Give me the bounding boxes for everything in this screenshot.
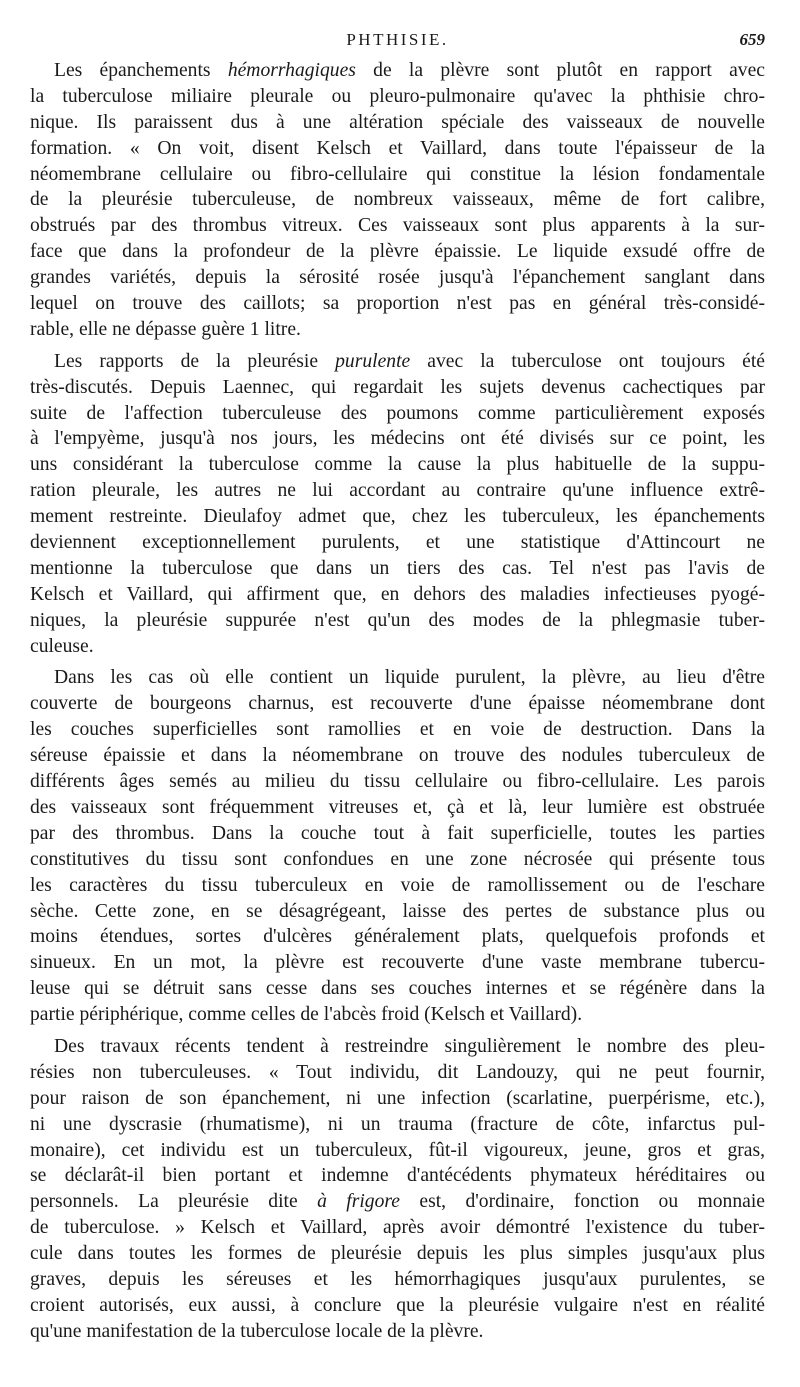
text-line	[30, 213, 765, 239]
italic-term: hémorrhagiques	[227, 60, 356, 81]
text-run: graves, depuis les séreuses et les hémorrhagiques jusqu'aux purulentes, se	[30, 1268, 765, 1290]
text-run: par des thrombus. Dans la couche tout à fait superficielle, toutes les parties	[30, 822, 765, 844]
text-line	[30, 136, 765, 162]
running-title: PHTHISIE.	[346, 30, 449, 49]
paragraph	[30, 58, 765, 343]
text-run: uns considérant la tuberculose comme la cause la plus habituelle de la suppu-	[30, 454, 765, 476]
text-line	[30, 1267, 765, 1293]
text-run: lequel on trouve des caillots; sa proportion n'est pas en général très-considé-	[30, 293, 765, 315]
text-run: sèche. Cette zone, en se désagrégeant, laisse des pertes de substance plus ou	[30, 900, 765, 922]
text-line	[30, 1002, 765, 1028]
text-line	[30, 634, 765, 660]
paragraph	[30, 349, 765, 660]
text-line	[30, 317, 765, 343]
text-line	[30, 1319, 765, 1345]
text-line	[30, 1034, 765, 1060]
text-line	[30, 717, 765, 743]
text-run: niques, la pleurésie suppurée n'est qu'un des modes de la phlegmasie tuber-	[30, 609, 765, 631]
text-line	[30, 452, 765, 478]
text-run: grandes variétés, depuis la sérosité rosée jusqu'à l'épanchement sanglant dans	[30, 267, 765, 289]
text-run: croient autorisés, eux aussi, à conclure que la pleurésie vulgaire n'est en réalité	[30, 1294, 765, 1316]
text-run: partie périphérique, comme celles de l'abcès froid (Kelsch et Vaillard).	[30, 1004, 583, 1026]
text-run: résies non tuberculeuses. « Tout individu, dit Landouzy, qui ne peut fournir,	[30, 1061, 765, 1083]
text-run: différents âges semés au milieu du tissu cellulaire ou fibro-cellulaire. Les parois	[30, 771, 765, 793]
text-run: Les rapports de la pleurésie	[54, 350, 336, 372]
text-run: Kelsch et Vaillard, qui affirment que, en dehors des maladies infectieuses pyogé-	[30, 583, 765, 605]
page-header	[30, 22, 765, 58]
text-line	[30, 924, 765, 950]
page-number: 659	[739, 30, 765, 49]
text-line	[30, 504, 765, 530]
text-line	[30, 795, 765, 821]
text-line	[30, 1138, 765, 1164]
text-run: très-discutés. Depuis Laennec, qui regardait les sujets devenus cachectiques par	[30, 376, 765, 398]
text-line	[30, 375, 765, 401]
text-run: personnels. La pleurésie dite	[30, 1191, 318, 1213]
text-line	[30, 478, 765, 504]
text-line	[30, 1086, 765, 1112]
text-run: les couches superficielles sont ramollies et en voie de destruction. Dans la	[30, 719, 765, 741]
book-page	[30, 22, 765, 1351]
text-line	[30, 769, 765, 795]
text-run: ration pleurale, les autres ne lui accordant au contraire qu'une influence extrê-	[30, 480, 765, 502]
text-run: pour raison de son épanchement, ni une infection (scarlatine, puerpérisme, etc.),	[30, 1087, 765, 1109]
text-run: mement restreinte. Dieulafoy admet que, chez les tuberculeux, les épanchements	[30, 506, 765, 528]
paragraph	[30, 1034, 765, 1345]
text-run: Des travaux récents tendent à restreindre singulièrement le nombre des pleu-	[54, 1035, 765, 1057]
text-line	[30, 1163, 765, 1189]
text-line	[30, 84, 765, 110]
text-run: couverte de bourgeons charnus, est recouverte d'une épaisse néomembrane dont	[30, 693, 765, 715]
text-line	[30, 821, 765, 847]
text-line	[30, 291, 765, 317]
italic-term: à frigore	[317, 1191, 400, 1213]
text-run: constitutives du tissu sont confondues en une zone nécrosée qui présente tous	[30, 848, 765, 870]
text-run: sinueux. En un mot, la plèvre est recouverte d'une vaste membrane tubercu-	[30, 952, 765, 974]
text-line	[30, 349, 765, 375]
text-run: la tuberculose miliaire pleurale ou pleuro-pulmonaire qu'avec la phthisie chro-	[30, 85, 765, 107]
text-run: de tuberculose. » Kelsch et Vaillard, après avoir démontré l'existence du tuber-	[30, 1217, 765, 1239]
text-run: les caractères du tissu tuberculeux en voie de ramollissement ou de l'eschare	[30, 874, 765, 896]
text-run: se déclarât-il bien portant et indemne d'antécédents phymateux héréditaires ou	[30, 1165, 765, 1187]
text-run: rable, elle ne dépasse guère 1 litre.	[30, 318, 301, 340]
text-run: cule dans toutes les formes de pleurésie depuis les plus simples jusqu'aux plus	[30, 1243, 765, 1265]
text-line	[30, 110, 765, 136]
text-run: est, d'ordinaire, fonction ou monnaie	[400, 1191, 765, 1213]
text-line	[30, 401, 765, 427]
text-line	[30, 899, 765, 925]
text-line	[30, 608, 765, 634]
text-run: mentionne la tuberculose que dans un tiers des cas. Tel n'est pas l'avis de	[30, 557, 765, 579]
text-line	[30, 1060, 765, 1086]
text-run: suite de l'affection tuberculeuse des poumons comme particulièrement exposés	[30, 402, 765, 424]
text-line	[30, 1112, 765, 1138]
text-line	[30, 1189, 765, 1215]
text-run: de la pleurésie tuberculeuse, de nombreux vaisseaux, même de fort calibre,	[30, 189, 765, 211]
text-line	[30, 743, 765, 769]
text-line	[30, 239, 765, 265]
text-run: de la plèvre sont plutôt en rapport avec	[355, 60, 765, 81]
body-text	[30, 58, 765, 1345]
text-line	[30, 691, 765, 717]
text-line	[30, 847, 765, 873]
text-line	[30, 1293, 765, 1319]
paragraph	[30, 665, 765, 1027]
text-run: monaire), cet individu est un tuberculeux, fût-il vigoureux, jeune, gros et gras,	[30, 1139, 765, 1161]
text-line	[30, 530, 765, 556]
text-line	[30, 976, 765, 1002]
text-line	[30, 58, 765, 84]
text-run: Dans les cas où elle contient un liquide purulent, la plèvre, au lieu d'être	[54, 667, 765, 689]
text-line	[30, 873, 765, 899]
text-run: à l'empyème, jusqu'à nos jours, les médecins ont été divisés sur ce point, les	[30, 428, 765, 450]
text-run: séreuse épaissie et dans la néomembrane on trouve des nodules tuberculeux de	[30, 745, 765, 767]
text-line	[30, 1241, 765, 1267]
text-line	[30, 187, 765, 213]
text-line	[30, 162, 765, 188]
text-run: face que dans la profondeur de la plèvre épaissie. Le liquide exsudé offre de	[30, 241, 765, 263]
text-line	[30, 556, 765, 582]
text-run: culeuse.	[30, 635, 94, 657]
text-run: nique. Ils paraissent dus à une altération spéciale des vaisseaux de nouvelle	[30, 111, 765, 133]
text-run: des vaisseaux sont fréquemment vitreuses et, çà et là, leur lumière est obstruée	[30, 796, 765, 818]
text-run: moins étendues, sortes d'ulcères généralement plats, quelquefois profonds et	[30, 926, 765, 948]
text-line	[30, 1215, 765, 1241]
text-line	[30, 665, 765, 691]
text-line	[30, 426, 765, 452]
text-run: qu'une manifestation de la tuberculose locale de la plèvre.	[30, 1320, 484, 1342]
text-run: ni une dyscrasie (rhumatisme), ni un trauma (fracture de côte, infarctus pul-	[30, 1113, 765, 1135]
text-line	[30, 950, 765, 976]
text-run: néomembrane cellulaire ou fibro-cellulaire qui constitue la lésion fondamentale	[30, 163, 765, 185]
italic-term: purulente	[335, 350, 411, 372]
text-run: Les épanchements	[54, 60, 228, 81]
text-line	[30, 582, 765, 608]
text-line	[30, 265, 765, 291]
text-run: avec la tuberculose ont toujours été	[410, 350, 765, 372]
text-run: deviennent exceptionnellement purulents, et une statistique d'Attincourt ne	[30, 532, 765, 554]
text-run: obstrués par des thrombus vitreux. Ces vaisseaux sont plus apparents à la sur-	[30, 215, 765, 237]
text-run: leuse qui se détruit sans cesse dans ses couches internes et se régénère dans la	[30, 978, 765, 1000]
text-run: formation. « On voit, disent Kelsch et Vaillard, dans toute l'épaisseur de la	[30, 137, 765, 159]
